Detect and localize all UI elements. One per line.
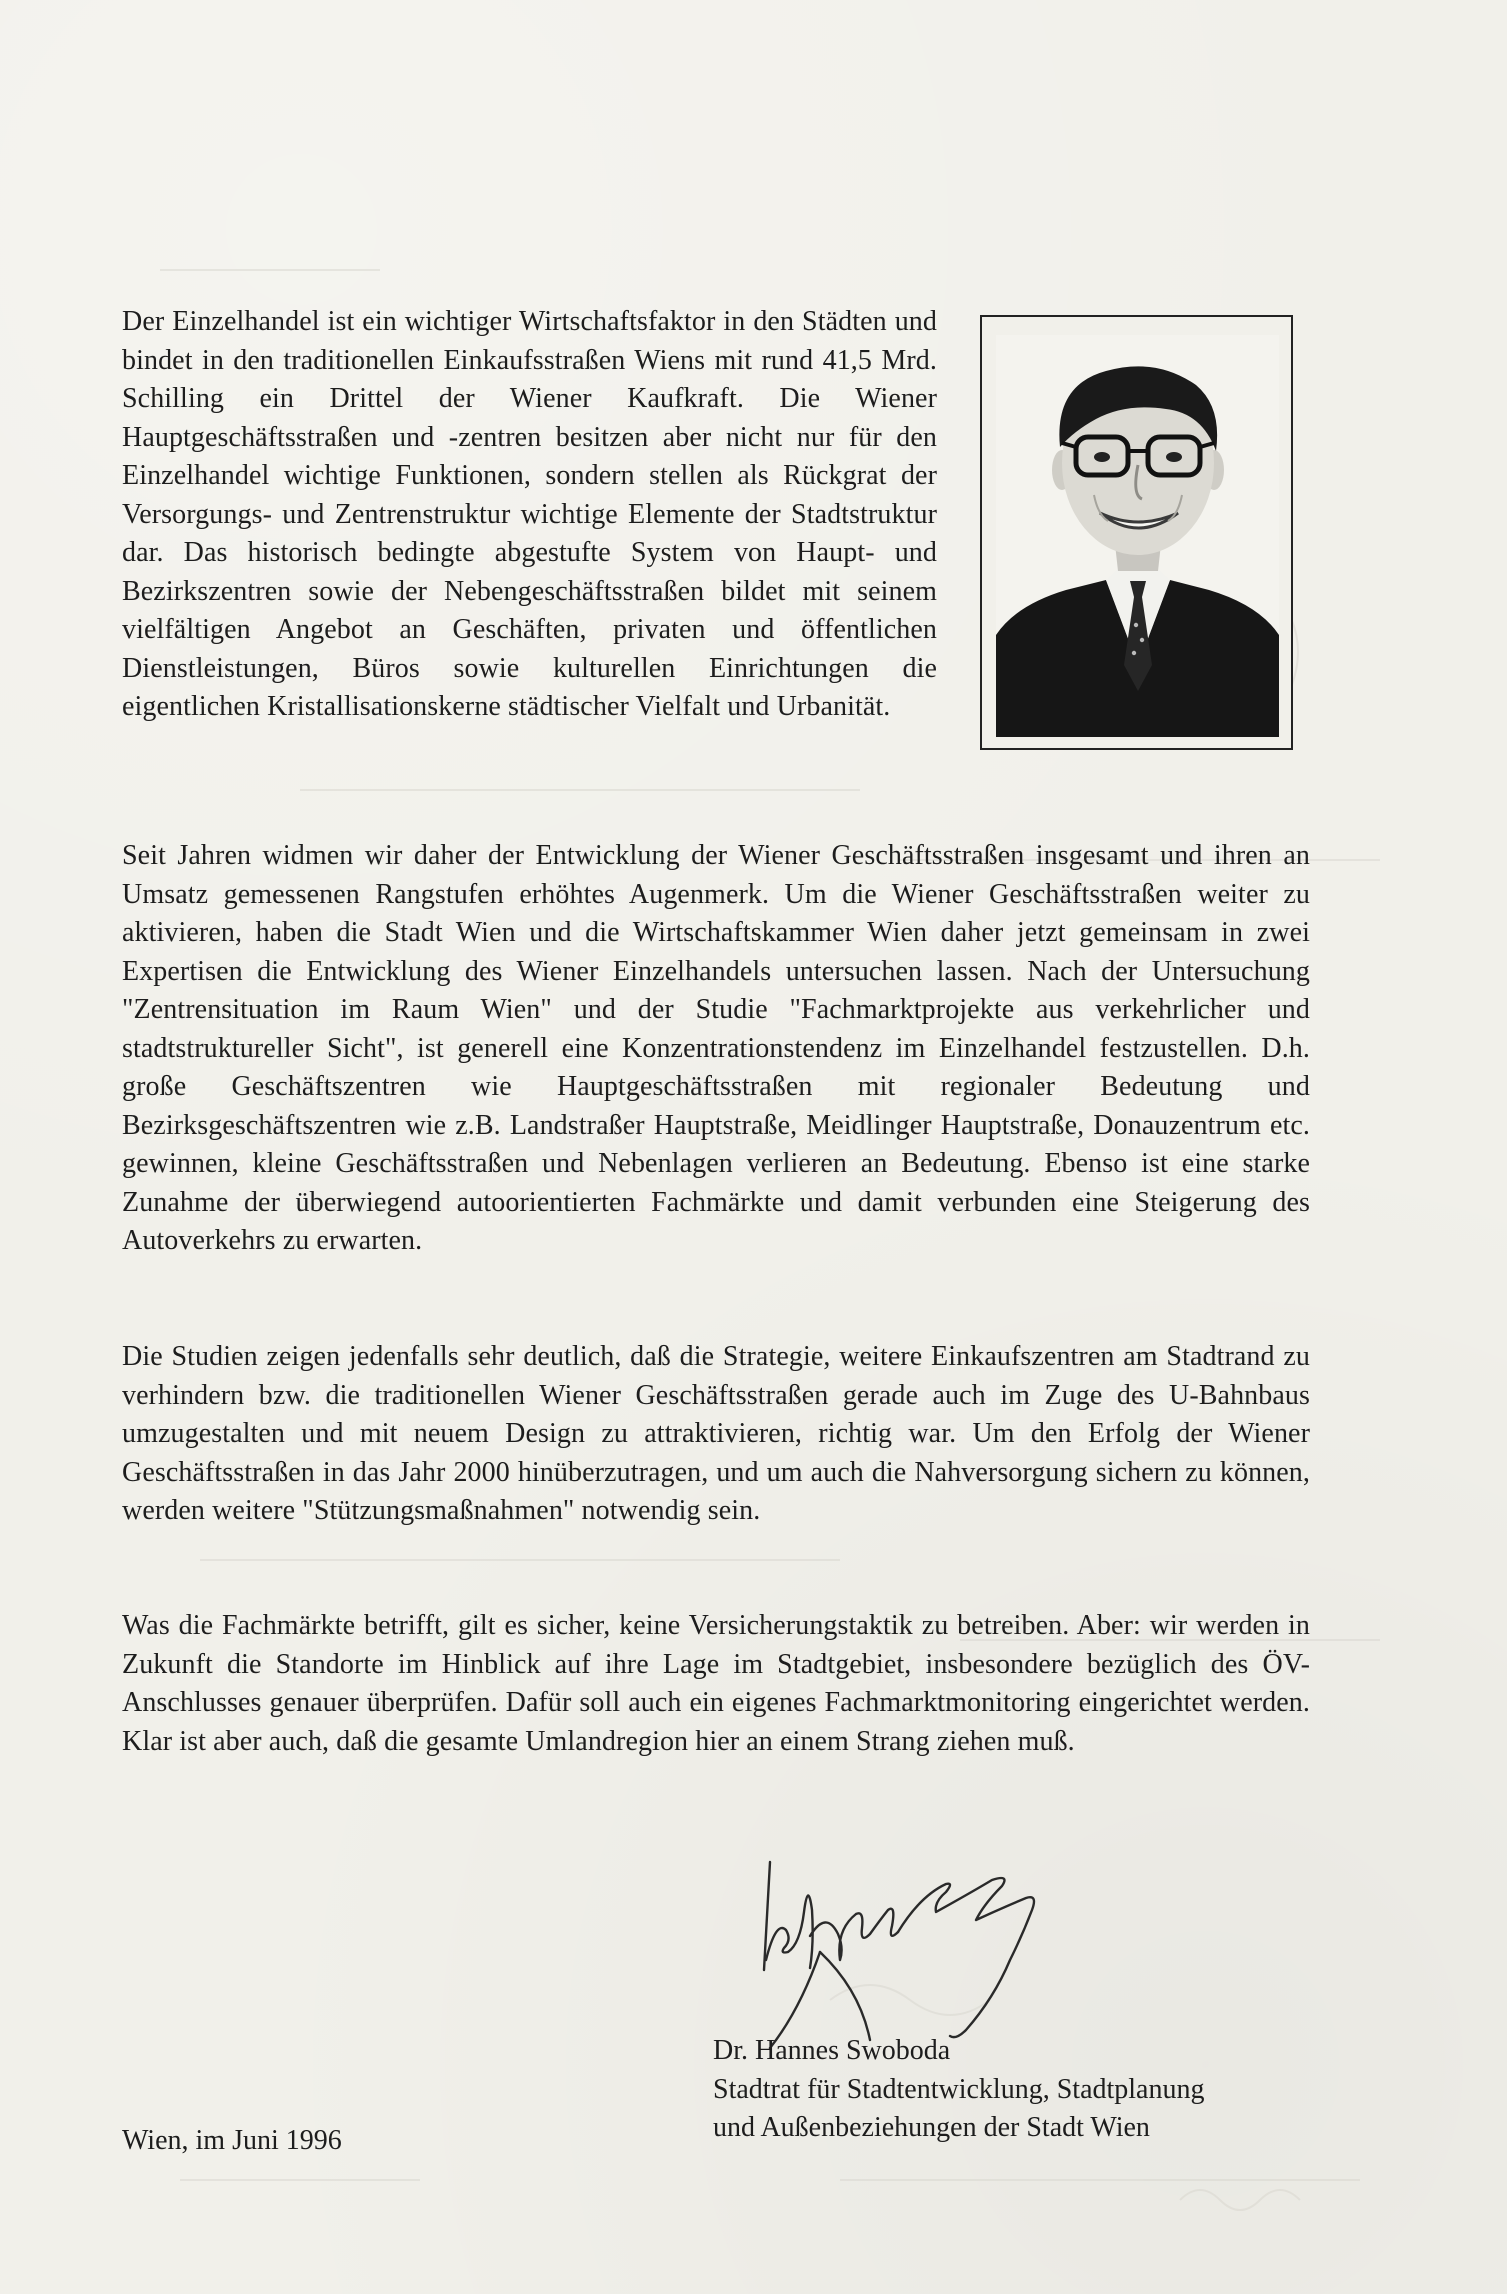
portrait-photo-icon [996, 335, 1279, 737]
signer-block [713, 2032, 1353, 2148]
paragraph-studies: Die Studien zeigen jedenfalls sehr deutlich, daß die Strategie, weitere Einkaufszentren am Stadtrand zu verhindern bzw. die traditionellen Wiener Geschäftsstraßen gerade auch im Zuge des U-Bahnbaus umzugestalten und mit neuem Design zu attraktivieren, richtig war. Um den Erfolg der Wiener Geschäftsstraßen in das Jahr 2000 hinüberzutragen, und um auch die Nahversorgung sichern zu können, werden weitere "Stützungsmaßnahmen" notwendig sein. [122, 1341, 1310, 1526]
signer-title-line-2: und Außenbeziehungen der Stadt Wien [713, 2112, 1150, 2143]
portrait-frame [980, 315, 1293, 750]
paragraph-fachmaerkte: Was die Fachmärkte betrifft, gilt es sicher, keine Versicherungstaktik zu betreiben. Aber: wir werden in Zukunft die Standorte im Hinblick auf ihre Lage im Stadtgebiet, insbesondere bezüglich des ÖV-Anschlusses genauer überprüfen. Dafür soll auch ein eigenes Fachmarktmonitoring eingerichtet werden. Klar ist aber auch, daß die gesamte Umlandregion hier an einem Strang ziehen muß. [122, 1610, 1310, 1757]
paragraph-development: Seit Jahren widmen wir daher der Entwicklung der Wiener Geschäftsstraßen insgesamt und ihren an Umsatz gemessenen Rangstufen erhöhtes Augenmerk. Um die Wiener Geschäftsstraßen weiter zu aktivieren, haben die Stadt Wien und die Wirtschaftskammer Wien daher jetzt gemeinsam in zwei Expertisen die Entwicklung des Wiener Einzelhandels untersuchen lassen. Nach der Untersuchung "Zentrensituation im Raum Wien" und der Studie "Fachmarktprojekte aus verkehrlicher und stadtstruktureller Sicht", ist generell eine Konzentrationstendenz im Einzelhandel festzustellen. D.h. große Geschäftszentren wie Hauptgeschäftsstraßen mit regionaler Bedeutung und Bezirksgeschäftszentren wie z.B. Landstraßer Hauptstraße, Meidlinger Hauptstraße, Donauzentrum etc. gewinnen, kleine Geschäftsstraßen und Nebenlagen verlieren an Bedeutung. Ebenso ist eine starke Zunahme der überwiegend autoorientierten Fachmärkte und damit verbunden eine Steigerung des Autoverkehrs zu erwarten. [122, 840, 1310, 1256]
paragraph-intro: Der Einzelhandel ist ein wichtiger Wirtschaftsfaktor in den Städten und bindet in den traditionellen Einkaufsstraßen Wiens mit rund 41,5 Mrd. Schilling ein Drittel der Wiener Kaufkraft. Die Wiener Hauptgeschäftsstraßen und -zentren besitzen aber nicht nur für den Einzelhandel wichtige Funktionen, sondern stellen als Rückgrat der Versorgungs- und Zentrenstruktur wichtige Elemente der Stadtstruktur dar. Das historisch bedingte abgestufte System von Haupt- und Bezirkszentren sowie der Nebengeschäftsstraßen bildet mit seinem vielfältigen Angebot an Geschäften, privaten und öffentlichen Dienstleistungen, Büros sowie kulturellen Einrichtungen die eigentlichen Kristallisationskerne städtischer Vielfalt und Urbanität. [122, 306, 937, 722]
signer-title-line-1: Stadtrat für Stadtentwicklung, Stadtplanung [713, 2073, 1205, 2105]
place-and-date: Wien, im Juni 1996 [122, 2125, 342, 2156]
signer-name: Dr. Hannes Swoboda [713, 2035, 951, 2066]
